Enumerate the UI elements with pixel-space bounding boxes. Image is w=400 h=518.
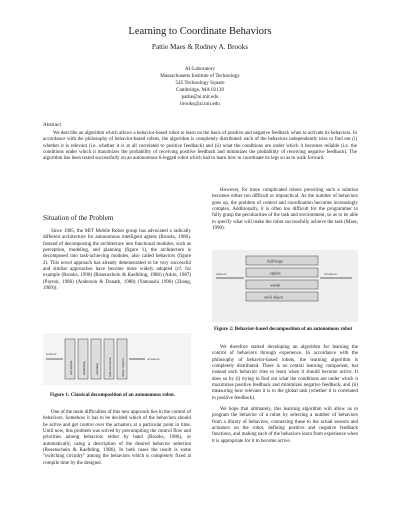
- affiliation-lab: AI-Laboratory: [184, 66, 216, 72]
- left-paragraph-1: Since 1985, the MIT Mobile Robot group has advocated a radically different architecture for autonomous intelligent agents (Brooks, 1986). Instead of decomposing the architecture into functional modules, such as perception, modeling, and planning (figure 1), the architecture is decomposed into task-achieving modules, also called behaviors (figure 2). This novel approach has already demonstrated to be very successful and similar approaches have become more widely adopted (cf. for example (Brooks, 1990) (Rosenschein & Kaelbling, 1986) (Arkin, 1987) (Payton, 1986) (Anderson & Donath, 1988) (Yamaushi 1990) (Zhang, 1989)).: [43, 229, 191, 292]
- left-paragraph-2: One of the main difficulties of this new approach lies in the control of behaviors. Somehow it has to be decided which of the behaviors should be active and get control over the actuators at a particular point in time. Until now, this problem was solved by precompiling the control flow and priorities among behaviors either by hand (Brooks, 1986), or automatically, using a description of the desired behavior selection (Rosenschein & Kaelbling, 1986). In both cases the result is some "switching circuitry" among the behaviors which is completely fixed at compile time by the designer.: [43, 410, 191, 466]
- svg-text:wander: wander: [270, 283, 281, 288]
- figure-1-actuators-label: [147, 357, 160, 361]
- abstract-heading: Abstract: [43, 122, 61, 128]
- svg-text:build maps: build maps: [267, 259, 283, 264]
- paper-authors: Pattie Maes & Rodney A. Brooks: [151, 43, 249, 51]
- figure-2-layer-explore: [246, 268, 318, 277]
- figure-1-diagram: [43, 333, 191, 385]
- right-paragraph-1: However, for more complicated robots prewiring such a solution becomes either too difficult or impractical. As the number of behaviors goes up, the problem of control and coordination becomes increasingly complex. Additionally, it is often too difficult for the programmer to fully grasp the peculiarities of the task and environment, so as to be able to specify what will make the robot successfully achieve the task (Maes, 1990).: [212, 188, 358, 232]
- abstract-text: We describe an algorithm which allows a behavior-based robot to learn on the basis of positive and negative feedback when to activate its behaviors. In accordance with the philosophy of behavior-based robots, the algorithm is completely distributed: each of the behaviors independently tries to find out (i) whether it is relevant (i.e. whether it is at all correlated to positive feedback) and (ii) what the conditions are under which it becomes reliable (i.e. the conditions under which it maximizes the probability of receiving positive feedback and minimizes the probability of receiving negative feedback). The algorithm has been tested successfully on an autonomous 6-legged robot which had to learn how to coordinate its legs so as to walk forward.: [43, 131, 357, 162]
- svg-text:planning: planning: [95, 363, 99, 375]
- right-column-top: [212, 188, 358, 237]
- svg-text:task execution: task execution: [108, 357, 112, 377]
- affiliation-block: [0, 66, 400, 107]
- svg-text:sensors: sensors: [216, 272, 227, 276]
- right-column-bottom: [212, 345, 358, 450]
- left-column-bottom: [43, 410, 191, 472]
- figure-2-diagram: [212, 250, 358, 322]
- figure-2-sensors-label: [216, 272, 227, 276]
- section-heading: Situation of the Problem: [43, 214, 114, 222]
- svg-text:motor control: motor control: [121, 358, 125, 377]
- affiliation-email-1: pattie@ai.mit.edu: [181, 93, 219, 100]
- figure-1-caption: Figure 1: Classical decomposition of an autonomous robot.: [50, 393, 176, 398]
- right-paragraph-3: We hope that ultimately, this learning algorithm will allow us to program the behavior of a robot by selecting a number of behaviors from a library of behaviors, connecting these to the actual sensors and actuators on the robot, defining positive and negative feedback functions, and making each of the behaviors learn from experience when it is appropriate for it to become active.: [212, 407, 358, 444]
- affiliation-street: 545 Technology Square: [175, 79, 225, 86]
- svg-text:actuators: actuators: [147, 357, 160, 361]
- svg-text:explore: explore: [270, 271, 281, 276]
- figure-1-sensors-label: [46, 352, 57, 356]
- svg-text:modelling: modelling: [82, 361, 86, 375]
- svg-text:actuators: actuators: [324, 272, 337, 276]
- affiliation-institute: Massachusetts Institute of Technology: [160, 72, 240, 79]
- right-paragraph-2: We therefore started developing an algorithm for learning the control of behaviors through experience. In accordance with the philosophy of behavior-based robots, the learning algorithm is completely distributed. There is no central learning component, but instead each behavior tries to learn when it should become active. It does so by (i) trying to find out what the conditions are under which it maximizes positive feedback and minimizes negative feedback, and (ii) measuring how relevant it is to the global task (whether it is correlated to positive feedback).: [212, 345, 358, 401]
- svg-text:sensors: sensors: [46, 352, 57, 356]
- affiliation-city: Cambridge, MA 02139: [176, 86, 224, 93]
- svg-text:avoid objects: avoid objects: [264, 295, 284, 300]
- svg-text:perception: perception: [69, 360, 73, 375]
- left-column-top: [43, 229, 191, 297]
- figure-2-layer-wander: [246, 280, 318, 289]
- paper-title: Learning to Coordinate Behaviors: [128, 26, 272, 37]
- affiliation-email-2: brooks@ai.mit.edu: [180, 100, 220, 107]
- figure-2-caption: Figure 2: Behavior-based decomposition of an autonomous robot: [214, 327, 353, 332]
- figure-2-actuators-label: [324, 272, 337, 276]
